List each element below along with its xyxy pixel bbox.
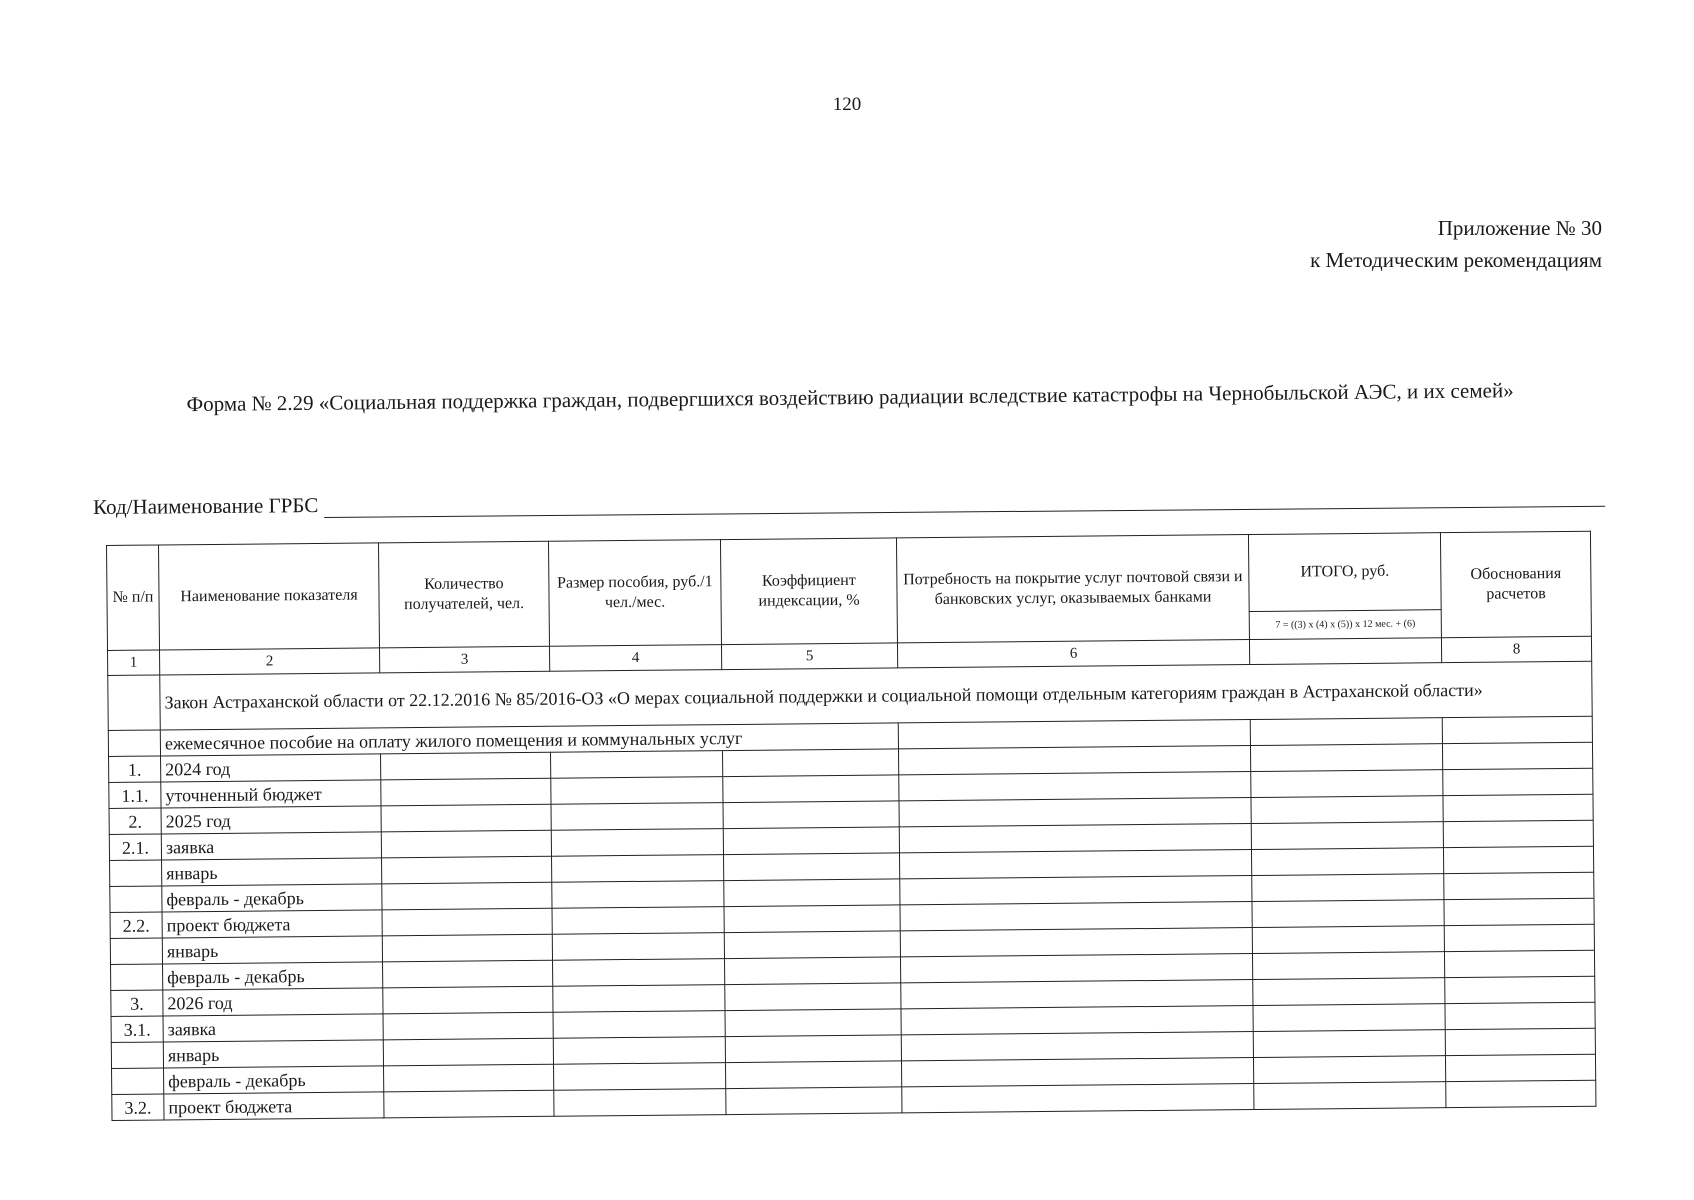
- empty-input-cell[interactable]: [900, 928, 1252, 957]
- table-body-rows: [109, 742, 1596, 1120]
- row-number: [110, 886, 162, 912]
- empty-input-cell[interactable]: [723, 827, 899, 855]
- grbs-fill-line: [324, 484, 1605, 518]
- empty-input-cell[interactable]: [725, 983, 901, 1011]
- empty-input-cell[interactable]: [898, 746, 1250, 775]
- empty-input-cell[interactable]: [1253, 978, 1445, 1006]
- empty-input-cell[interactable]: [1251, 796, 1443, 824]
- row-number: 1.1.: [109, 782, 161, 808]
- form-table: [106, 531, 1596, 1121]
- row-label: заявка: [161, 832, 381, 860]
- empty-input-cell[interactable]: [1445, 1002, 1595, 1029]
- empty-input-cell[interactable]: [900, 876, 1252, 905]
- table-cell: [1250, 718, 1442, 746]
- law-title: Закон Астраханской области от 22.12.2016 № 85/2016-ОЗ «О мерах социальной поддержки и социальной помощи отдельным категориям граждан в Астраханской области»: [160, 661, 1592, 730]
- empty-input-cell[interactable]: [899, 850, 1251, 879]
- row-label: январь: [162, 936, 382, 964]
- page-number: 120: [832, 94, 862, 115]
- empty-input-cell[interactable]: [1252, 900, 1444, 928]
- header-benefit-size: Размер пособия, руб./1 чел./мес.: [548, 540, 721, 647]
- empty-input-cell[interactable]: [1254, 1082, 1446, 1110]
- empty-input-cell[interactable]: [724, 957, 900, 985]
- empty-input-cell[interactable]: [381, 830, 551, 858]
- empty-input-cell[interactable]: [1443, 846, 1593, 873]
- row-number: 2.2.: [110, 912, 162, 938]
- empty-input-cell[interactable]: [1443, 820, 1593, 847]
- header-total-formula: 7 = ((3) x (4) x (5)) x 12 мес. + (6): [1249, 610, 1441, 640]
- table-cell: [108, 675, 161, 730]
- empty-input-cell[interactable]: [725, 1035, 901, 1063]
- empty-input-cell[interactable]: [724, 905, 900, 933]
- empty-input-cell[interactable]: [1444, 898, 1594, 925]
- row-number: [111, 1042, 163, 1068]
- empty-input-cell[interactable]: [723, 749, 899, 777]
- empty-input-cell[interactable]: [1445, 1028, 1595, 1055]
- empty-input-cell[interactable]: [900, 954, 1252, 983]
- empty-input-cell[interactable]: [1251, 822, 1443, 850]
- empty-input-cell[interactable]: [383, 1038, 553, 1066]
- appendix-caption: [1310, 212, 1602, 276]
- empty-input-cell[interactable]: [382, 908, 552, 936]
- header-postal-bank-services: Потребность на покрытие услуг почтовой связи и банковских услуг, оказываемых банками: [896, 535, 1249, 643]
- empty-input-cell[interactable]: [902, 1084, 1254, 1113]
- empty-input-cell[interactable]: [384, 1090, 554, 1118]
- header-total: ИТОГО, руб.: [1248, 533, 1441, 612]
- row-number: [112, 1068, 164, 1094]
- empty-input-cell[interactable]: [899, 772, 1251, 801]
- row-label: проект бюджета: [162, 910, 382, 938]
- empty-input-cell[interactable]: [553, 959, 725, 987]
- empty-input-cell[interactable]: [723, 801, 899, 829]
- empty-input-cell[interactable]: [724, 853, 900, 881]
- empty-input-cell[interactable]: [901, 1058, 1253, 1087]
- appendix-line-1: Приложение № 30: [1437, 216, 1602, 240]
- empty-input-cell[interactable]: [554, 1063, 726, 1091]
- row-label: 2025 год: [161, 806, 381, 834]
- empty-input-cell[interactable]: [723, 775, 899, 803]
- column-number: 5: [721, 643, 897, 670]
- benefit-title: ежемесячное пособие на оплату жилого помещения и коммунальных услуг: [160, 723, 898, 756]
- empty-input-cell[interactable]: [1443, 794, 1593, 821]
- empty-input-cell[interactable]: [726, 1087, 902, 1115]
- empty-input-cell[interactable]: [1445, 1054, 1595, 1081]
- row-label: февраль - декабрь: [162, 884, 382, 912]
- empty-input-cell[interactable]: [901, 1032, 1253, 1061]
- empty-input-cell[interactable]: [552, 881, 724, 909]
- empty-input-cell[interactable]: [382, 882, 552, 910]
- empty-input-cell[interactable]: [1443, 768, 1593, 795]
- row-number: 2.1.: [109, 834, 161, 860]
- grbs-label: Код/Наименование ГРБС: [93, 493, 319, 519]
- empty-input-cell[interactable]: [383, 1012, 553, 1040]
- row-number: [110, 938, 162, 964]
- column-number: 6: [897, 640, 1249, 668]
- empty-input-cell[interactable]: [1251, 770, 1443, 798]
- empty-input-cell[interactable]: [1445, 976, 1595, 1003]
- row-number: [110, 860, 162, 886]
- column-number: 8: [1441, 636, 1591, 662]
- empty-input-cell[interactable]: [551, 803, 723, 831]
- empty-input-cell[interactable]: [1253, 1056, 1445, 1084]
- row-label: февраль - декабрь: [163, 962, 383, 990]
- form-table-wrapper: [106, 531, 1596, 1121]
- empty-input-cell[interactable]: [1442, 742, 1592, 769]
- empty-input-cell[interactable]: [552, 933, 724, 961]
- empty-input-cell[interactable]: [899, 798, 1251, 827]
- table-header-row: [107, 531, 1592, 622]
- row-label: 2024 год: [161, 754, 381, 782]
- empty-input-cell[interactable]: [1252, 926, 1444, 954]
- empty-input-cell[interactable]: [1252, 874, 1444, 902]
- empty-input-cell[interactable]: [1444, 950, 1594, 977]
- grbs-field: [93, 482, 1605, 520]
- row-label: январь: [162, 858, 382, 886]
- empty-input-cell[interactable]: [1251, 848, 1443, 876]
- empty-input-cell[interactable]: [552, 907, 724, 935]
- form-title: Форма № 2.29 «Социальная поддержка граждан, подвергшихся воздействию радиации вследствие катастрофы на Чернобыльской АЭС, и их семей»: [186, 378, 1514, 417]
- row-number: 2.: [109, 808, 161, 834]
- empty-input-cell[interactable]: [553, 1037, 725, 1065]
- row-number: 1.: [109, 756, 161, 782]
- empty-input-cell[interactable]: [1250, 744, 1442, 772]
- empty-input-cell[interactable]: [381, 804, 551, 832]
- empty-input-cell[interactable]: [901, 1006, 1253, 1035]
- appendix-line-2: к Методическим рекомендациям: [1310, 248, 1602, 272]
- empty-input-cell[interactable]: [381, 778, 551, 806]
- empty-input-cell[interactable]: [901, 980, 1253, 1009]
- empty-input-cell[interactable]: [383, 986, 553, 1014]
- row-label: январь: [163, 1040, 383, 1068]
- table-cell: [108, 730, 160, 756]
- empty-input-cell[interactable]: [382, 856, 552, 884]
- column-number-total: [1249, 638, 1441, 665]
- header-indicator-name: Наименование показателя: [159, 543, 380, 650]
- empty-input-cell[interactable]: [724, 931, 900, 959]
- header-justification: Обоснования расчетов: [1440, 531, 1591, 637]
- empty-input-cell[interactable]: [725, 1009, 901, 1037]
- empty-input-cell[interactable]: [553, 1011, 725, 1039]
- row-label: февраль - декабрь: [164, 1066, 384, 1094]
- empty-input-cell[interactable]: [1252, 952, 1444, 980]
- empty-input-cell[interactable]: [551, 829, 723, 857]
- row-label: уточненный бюджет: [161, 780, 381, 808]
- header-recipients: Количество получателей, чел.: [378, 541, 549, 648]
- row-number: 3.: [111, 990, 163, 1016]
- empty-input-cell[interactable]: [384, 1064, 554, 1092]
- row-label: заявка: [163, 1014, 383, 1042]
- header-indexation: Коэффициент индексации, %: [720, 538, 897, 645]
- header-number: № п/п: [107, 545, 160, 650]
- empty-input-cell[interactable]: [900, 902, 1252, 931]
- table-cell: [898, 720, 1250, 749]
- column-number: 3: [380, 646, 550, 673]
- empty-input-cell[interactable]: [382, 934, 552, 962]
- empty-input-cell[interactable]: [383, 960, 553, 988]
- empty-input-cell[interactable]: [381, 752, 551, 780]
- empty-input-cell[interactable]: [725, 1061, 901, 1089]
- column-number: 2: [160, 648, 380, 675]
- column-number: 1: [108, 650, 160, 675]
- row-label: проект бюджета: [164, 1092, 384, 1120]
- row-number: 3.2.: [112, 1094, 164, 1120]
- row-number: 3.1.: [111, 1016, 163, 1042]
- empty-input-cell[interactable]: [551, 777, 723, 805]
- empty-input-cell[interactable]: [1253, 1004, 1445, 1032]
- empty-input-cell[interactable]: [1444, 872, 1594, 899]
- empty-input-cell[interactable]: [1446, 1080, 1596, 1107]
- empty-input-cell[interactable]: [553, 985, 725, 1013]
- table-cell: [1442, 716, 1592, 743]
- row-number: [111, 964, 163, 990]
- empty-input-cell[interactable]: [724, 879, 900, 907]
- row-label: 2026 год: [163, 988, 383, 1016]
- empty-input-cell[interactable]: [551, 751, 723, 779]
- column-number: 4: [549, 645, 721, 672]
- empty-input-cell[interactable]: [899, 824, 1251, 853]
- empty-input-cell[interactable]: [554, 1089, 726, 1117]
- empty-input-cell[interactable]: [552, 855, 724, 883]
- empty-input-cell[interactable]: [1253, 1030, 1445, 1058]
- empty-input-cell[interactable]: [1444, 924, 1594, 951]
